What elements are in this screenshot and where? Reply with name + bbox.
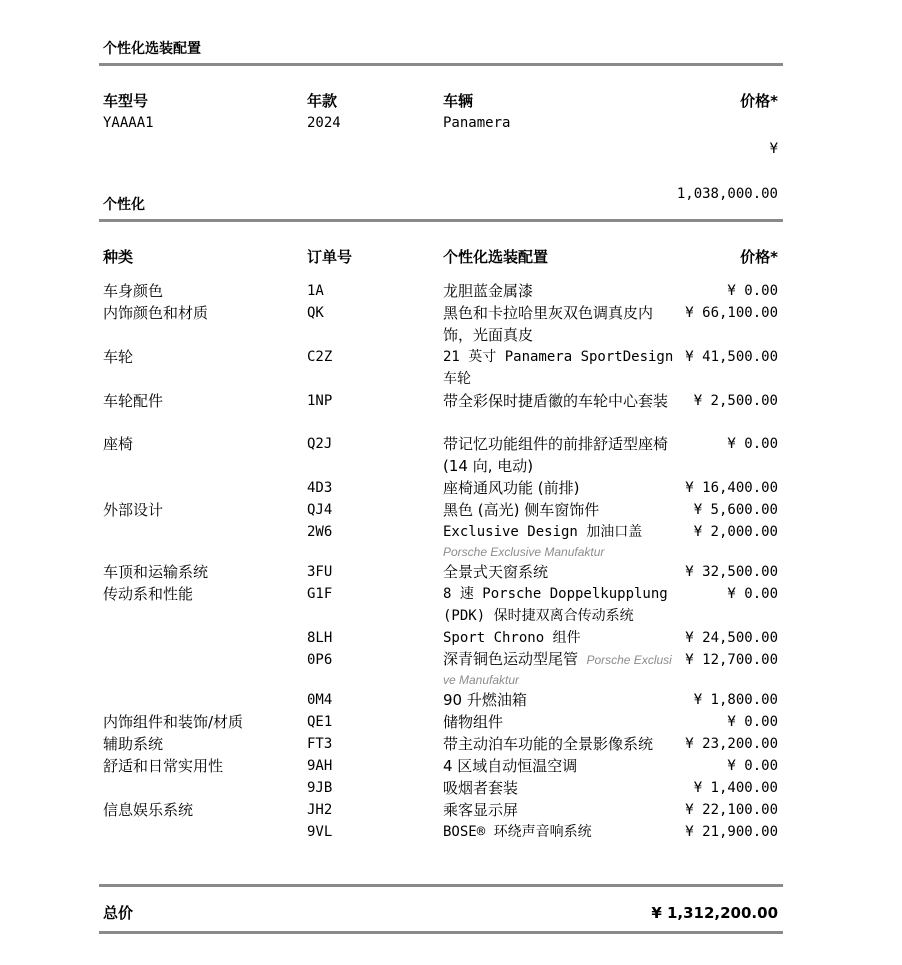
row-option: 深青铜色运动型尾管 (443, 650, 579, 668)
row-category: 辅助系统 (103, 735, 164, 753)
row-category: 车顶和运输系统 (103, 563, 209, 581)
row-price: ¥ 0.00 (727, 436, 778, 452)
row-option-note: Porsche Exclusive Manufaktur (443, 545, 605, 559)
row-option: Exclusive Design 加油口盖 (443, 524, 643, 540)
header-year: 年款 (307, 92, 338, 110)
row-option: 全景式天窗系统 (443, 563, 549, 581)
row-price: ¥ 1,400.00 (693, 780, 778, 796)
row-category: 车轮配件 (103, 392, 164, 410)
row-option: 乘客显示屏 (443, 801, 519, 819)
section-title-config: 个性化选装配置 (103, 41, 201, 57)
row-option: 带主动泊车功能的全景影像系统 (443, 735, 654, 753)
row-code: 1A (307, 283, 324, 299)
header-model-no: 车型号 (103, 92, 149, 110)
row-option: 带记忆功能组件的前排舒适型座椅 (14 向, 电动) (443, 435, 669, 475)
row-code: JH2 (307, 802, 333, 818)
row-price: ¥ 0.00 (727, 586, 778, 602)
row-code: QJ4 (307, 502, 333, 518)
total-divider-bottom (99, 931, 783, 934)
total-divider-top (99, 884, 783, 887)
row-code: Q2J (307, 436, 333, 452)
row-option-cell (443, 521, 675, 561)
row-price: ¥ 12,700.00 (685, 652, 778, 668)
row-option: 黑色 (高光) 侧车窗饰件 (443, 501, 600, 519)
total-value: ¥ 1,312,200.00 (651, 904, 778, 922)
row-option: 90 升燃油箱 (443, 691, 527, 709)
header-order-no: 订单号 (307, 248, 353, 266)
row-price: ¥ 21,900.00 (685, 824, 778, 840)
section-divider (99, 219, 783, 222)
section-divider (99, 63, 783, 66)
row-category: 车轮 (103, 348, 134, 366)
row-option: 黑色和卡拉哈里灰双色调真皮内饰，光面真皮 (443, 304, 654, 344)
row-option: 龙胆蓝金属漆 (443, 282, 534, 300)
header-price: 价格* (740, 92, 778, 110)
row-category: 外部设计 (103, 501, 164, 519)
row-code: 9VL (307, 824, 333, 840)
header-price: 价格* (740, 248, 778, 266)
row-code: 0P6 (307, 652, 333, 668)
base-price-symbol: ¥ (769, 141, 778, 157)
row-category: 信息娱乐系统 (103, 801, 194, 819)
row-category: 内饰组件和装饰/材质 (103, 713, 244, 731)
row-code: FT3 (307, 736, 333, 752)
row-category: 舒适和日常实用性 (103, 757, 224, 775)
row-option: 吸烟者套装 (443, 779, 519, 797)
year-value: 2024 (307, 115, 341, 131)
row-category: 车身颜色 (103, 282, 164, 300)
vehicle-value: Panamera (443, 115, 511, 131)
base-price-value: 1,038,000.00 (676, 186, 778, 202)
row-price: ¥ 23,200.00 (685, 736, 778, 752)
row-code: G1F (307, 586, 333, 602)
row-price: ¥ 16,400.00 (685, 480, 778, 496)
row-price: ¥ 2,500.00 (693, 393, 778, 409)
row-code: 2W6 (307, 524, 333, 540)
row-category: 内饰颜色和材质 (103, 304, 209, 322)
row-code: QE1 (307, 714, 333, 730)
row-price: ¥ 2,000.00 (693, 524, 778, 540)
row-price: ¥ 0.00 (727, 283, 778, 299)
section-title-personalization: 个性化 (103, 197, 145, 213)
header-option: 个性化选装配置 (443, 248, 549, 266)
row-code: 0M4 (307, 692, 333, 708)
row-option: 带全彩保时捷盾徽的车轮中心套装 (443, 392, 669, 410)
row-option: 8 速 Porsche Doppelkupplung (PDK) 保时捷双离合传动系统 (443, 586, 668, 624)
row-option: Sport Chrono 组件 (443, 630, 581, 646)
model-no-value: YAAAA1 (103, 115, 154, 131)
row-option: BOSE® 环绕声音响系统 (443, 824, 592, 840)
row-price: ¥ 32,500.00 (685, 564, 778, 580)
row-category: 座椅 (103, 435, 134, 453)
row-price: ¥ 1,800.00 (693, 692, 778, 708)
row-code: 4D3 (307, 480, 333, 496)
row-option-cell (443, 649, 675, 690)
row-price: ¥ 41,500.00 (685, 349, 778, 365)
row-code: QK (307, 305, 324, 321)
row-code: 8LH (307, 630, 333, 646)
row-code: 9AH (307, 758, 333, 774)
row-category: 传动系和性能 (103, 585, 194, 603)
row-option-note: Porsche Exclusive Manufaktur (443, 653, 672, 687)
header-vehicle: 车辆 (443, 92, 474, 110)
row-price: ¥ 22,100.00 (685, 802, 778, 818)
row-price: ¥ 5,600.00 (693, 502, 778, 518)
total-label: 总价 (103, 904, 134, 922)
row-code: 1NP (307, 393, 333, 409)
row-price: ¥ 0.00 (727, 758, 778, 774)
row-option: 4 区域自动恒温空调 (443, 757, 578, 775)
row-price: ¥ 0.00 (727, 714, 778, 730)
row-price: ¥ 66,100.00 (685, 305, 778, 321)
row-code: 9JB (307, 780, 333, 796)
header-category: 种类 (103, 248, 134, 266)
row-price: ¥ 24,500.00 (685, 630, 778, 646)
row-code: 3FU (307, 564, 333, 580)
row-option: 储物组件 (443, 713, 504, 731)
row-code: C2Z (307, 349, 333, 365)
row-option: 21 英寸 Panamera SportDesign 车轮 (443, 349, 674, 387)
base-price (668, 112, 778, 232)
row-option: 座椅通风功能 (前排) (443, 479, 580, 497)
